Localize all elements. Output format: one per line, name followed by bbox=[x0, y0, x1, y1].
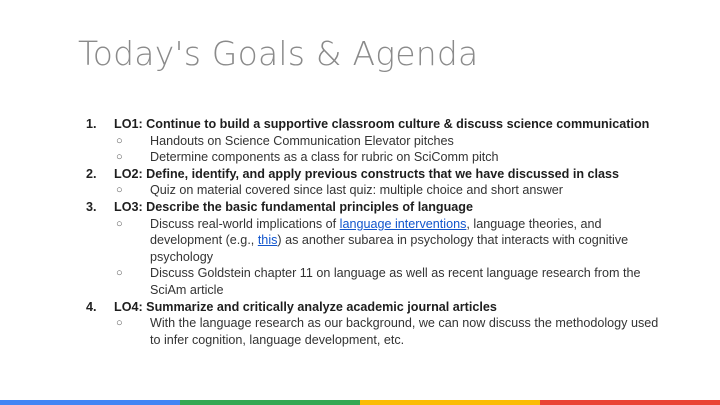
objective-text: LO4: Summarize and critically analyze academic journal articles bbox=[114, 299, 497, 314]
hollow-circle-bullet-icon: ○ bbox=[116, 217, 123, 230]
slide-title: Today's Goals & Agenda bbox=[78, 34, 479, 73]
list-number: 3. bbox=[86, 199, 97, 214]
sub-item-text: Handouts on Science Communication Elevator pitches bbox=[150, 133, 454, 148]
sub-item-text: , language theories, and development (e.g., bbox=[150, 216, 602, 248]
learning-objective-3 bbox=[86, 199, 661, 299]
agenda-sub-item bbox=[114, 216, 661, 266]
agenda-list bbox=[86, 116, 661, 348]
stripe-segment bbox=[360, 400, 540, 405]
sub-item-list bbox=[114, 133, 661, 166]
agenda-sub-item bbox=[114, 182, 661, 199]
sub-item-text: Discuss Goldstein chapter 11 on language as well as recent language research from the SciAm article bbox=[150, 266, 641, 297]
hollow-circle-bullet-icon: ○ bbox=[116, 151, 123, 164]
list-number: 1. bbox=[86, 117, 97, 131]
hollow-circle-bullet-icon: ○ bbox=[116, 317, 123, 330]
list-number: 2. bbox=[86, 166, 97, 181]
stripe-segment bbox=[0, 400, 180, 405]
sub-item-list bbox=[114, 315, 661, 348]
stripe-segment bbox=[180, 400, 360, 405]
hollow-circle-bullet-icon: ○ bbox=[116, 267, 123, 280]
stripe-segment bbox=[540, 400, 720, 405]
sub-item-text: Discuss real-world implications of bbox=[150, 216, 340, 231]
learning-objective-4 bbox=[86, 299, 661, 349]
objective-text: LO1: Continue to build a supportive classroom culture & discuss science communication bbox=[114, 117, 650, 131]
hollow-circle-bullet-icon: ○ bbox=[116, 184, 123, 197]
sub-item-text: Determine components as a class for rubric on SciComm pitch bbox=[150, 150, 499, 165]
inline-link[interactable]: language interventions bbox=[339, 216, 467, 231]
agenda-sub-item bbox=[114, 149, 661, 166]
learning-objective-2 bbox=[86, 166, 661, 199]
agenda-sub-item bbox=[114, 265, 661, 298]
agenda-sub-item bbox=[114, 133, 661, 150]
hollow-circle-bullet-icon: ○ bbox=[116, 134, 123, 147]
inline-link[interactable]: this bbox=[257, 233, 278, 248]
sub-item-list bbox=[114, 216, 661, 299]
sub-item-text: Quiz on material covered since last quiz: multiple choice and short answer bbox=[150, 183, 563, 198]
list-number: 4. bbox=[86, 299, 97, 314]
objective-text: LO2: Define, identify, and apply previous constructs that we have discussed in class bbox=[114, 166, 620, 181]
learning-objective-1 bbox=[86, 116, 661, 166]
footer-color-stripe bbox=[0, 400, 720, 405]
objective-text: LO3: Describe the basic fundamental principles of language bbox=[114, 199, 474, 214]
agenda-sub-item bbox=[114, 315, 661, 348]
sub-item-text: ) as another subarea in psychology that interacts with cognitive psychology bbox=[150, 233, 629, 264]
sub-item-text: With the language research as our background, we can now discuss the methodology used to infer cognition, language development, etc. bbox=[150, 316, 659, 347]
sub-item-list bbox=[114, 182, 661, 199]
